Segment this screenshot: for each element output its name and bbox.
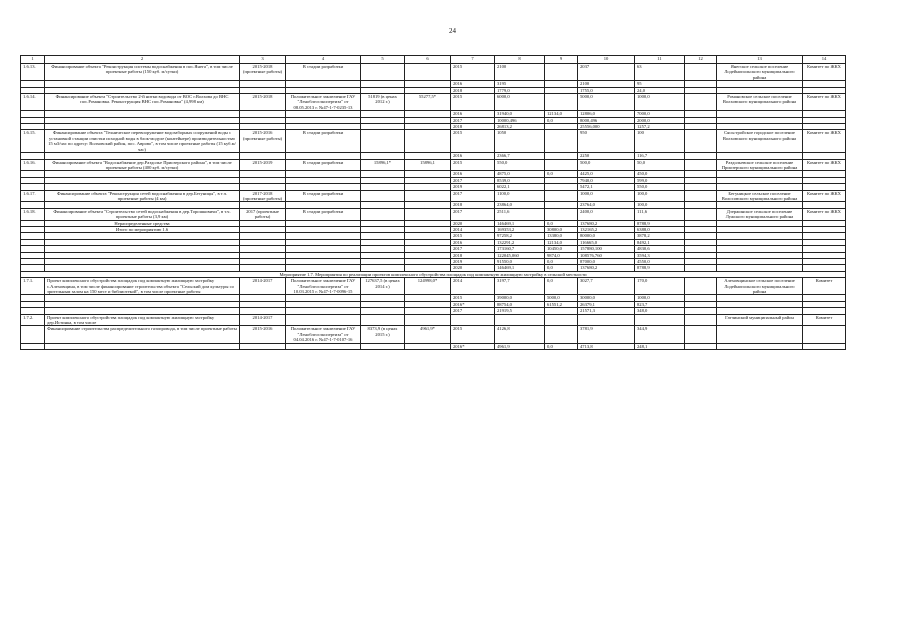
cell-col-12: [685, 208, 717, 220]
cell-col-8: 146469,1: [495, 265, 545, 271]
cell-col-7: 2014: [451, 226, 495, 232]
cell-col-9: [545, 64, 578, 81]
cell-col-6: 4961,9*: [405, 326, 451, 343]
cell-col-10: 8000,496: [578, 117, 635, 123]
cell-col-10: 3027,7: [578, 278, 635, 295]
cell-col-9: 9874,0: [545, 252, 578, 258]
cell-col-12: [685, 190, 717, 202]
header-cell-10: 10: [578, 56, 635, 64]
cell-col-8: 6022,1: [495, 184, 545, 190]
table-row: [21, 343, 846, 349]
cell-col-12: [685, 326, 717, 343]
cell-col-11: 116,7: [635, 153, 685, 159]
cell-col-1: 1.6.15.: [21, 130, 45, 153]
cell-col-6: [405, 64, 451, 81]
cell-col-10: 25556,000: [578, 124, 635, 130]
cell-col-7: 2016: [451, 81, 495, 87]
header-cell-4: 4: [286, 56, 361, 64]
cell-col-9: 0,0: [545, 343, 578, 349]
cell-col-8: 169353,2: [495, 226, 545, 232]
cell-col-14: Комитет: [803, 278, 846, 295]
cell-col-14: [803, 343, 846, 349]
cell-col-11: 823,7: [635, 301, 685, 307]
cell-col-11: 4830,6: [635, 246, 685, 252]
cell-col-11: 8788,9: [635, 220, 685, 226]
cell-col-12: [685, 159, 717, 171]
cell-col-10: 137680,2: [578, 220, 635, 226]
cell-col-14: Комитет по ЖКХ: [803, 190, 846, 202]
cell-col-8: 10000,496: [495, 117, 545, 123]
cell-col-13: Алеховщинское сельское поселение Лодейнопольского муниципального района: [717, 278, 803, 295]
table-header-row: [21, 56, 846, 64]
cell-col-8: 91550,0: [495, 259, 545, 265]
cell-col-1: 1.7.1.: [21, 278, 45, 295]
cell-col-4: Положительное заключение ГАУ "Леноблгосэкспертиза" от 08.05.2013 г. №47-1-7-0235-13: [286, 94, 361, 111]
cell-col-7: 2015: [451, 94, 495, 111]
cell-col-10: 950: [578, 130, 635, 153]
cell-col-6: 55277,5*: [405, 94, 451, 111]
cell-col-12: [685, 278, 717, 295]
cell-col-7: 2017: [451, 190, 495, 202]
cell-col-11: 1000,0: [635, 295, 685, 301]
cell-col-9: 12134,0: [545, 239, 578, 245]
cell-col-8: 2366,7: [495, 153, 545, 159]
cell-col-11: 599,0: [635, 177, 685, 183]
cell-col-13: Бегуницкое сельское поселение Волосовского муниципального района: [717, 190, 803, 202]
cell-col-12: [685, 130, 717, 153]
header-cell-11: 11: [635, 56, 685, 64]
cell-col-6: [405, 208, 451, 220]
cell-col-5: 8373,9 (в ценах 2015 г.): [361, 326, 405, 343]
cell-col-3: 2014-2017: [240, 314, 286, 326]
cell-col-8: 26813,2: [495, 124, 545, 130]
cell-col-7: 2017: [451, 246, 495, 252]
cell-col-11: 3878,2: [635, 233, 685, 239]
cell-col-10: 157880,100: [578, 246, 635, 252]
cell-col-6: [405, 343, 451, 349]
cell-col-11: 100,0: [635, 202, 685, 208]
cell-col-12: [685, 94, 717, 111]
cell-col-14: Комитет: [803, 314, 846, 326]
cell-col-12: [685, 314, 717, 326]
cell-col-3: 2017-2018 (проектные работы): [240, 190, 286, 202]
cell-col-8: 1779,0: [495, 87, 545, 93]
cell-col-9: 0,0: [545, 278, 578, 295]
cell-col-5: [361, 190, 405, 202]
cell-col-8: 122045,060: [495, 252, 545, 258]
cell-col-10: 2037: [578, 64, 635, 81]
cell-col-13: Гатчинский муниципальный район: [717, 314, 803, 326]
cell-col-2: Финансирование объекта "Строительство 2-й нитки водовода от ВОС г.Волхова до ВНС пос.Романовка. Реконструкция ВНС пос.Романовка" (4,998 км): [45, 94, 240, 111]
cell-col-8: 173160,7: [495, 246, 545, 252]
cell-col-11: 450,0: [635, 171, 685, 177]
cell-col-10: 137680,2: [578, 265, 635, 271]
cell-col-2: Проект комплексного обустройства площадок под компактную жилищную застройку с.Алеховщина, в том числе финансирование строительства объекта "Сельский дом культуры со зрительным залом на 150 мест и библиотекой", в том числе проектные работы: [45, 278, 240, 295]
cell-col-11: 1000,0: [635, 94, 685, 111]
table-row: [21, 208, 846, 220]
cell-col-9: 0,0: [545, 265, 578, 271]
cell-col-4: Положительное заключение ГАУ "Леноблгосэкспертиза" от 04.04.2016 г. №47-1-7-0107-16: [286, 326, 361, 343]
cell-col-10: 1755,0: [578, 87, 635, 93]
cell-col-4: [286, 314, 361, 326]
cell-col-11: 24,0: [635, 87, 685, 93]
cell-col-10: 30000,0: [578, 295, 635, 301]
cell-col-7: [451, 314, 495, 326]
header-cell-1: 1: [21, 56, 45, 64]
cell-col-9: [545, 159, 578, 171]
cell-col-9: [545, 208, 578, 220]
cell-col-14: Комитет по ЖКХ: [803, 64, 846, 81]
cell-col-8: 2511,6: [495, 208, 545, 220]
cell-col-3: 2015-2018 (проектные работы): [240, 64, 286, 81]
cell-col-10: 1000,0: [578, 190, 635, 202]
cell-col-2: Финансирование объекта "Техническое перевооружение водозаборных сооружений воды с установкой станции очистки исходной воды в блок-модуле (контейнере) производительностью 15 м3/час по адресу: Волховский район, пос. Аврово", в том числе проектные работы (15 куб.м/час): [45, 130, 240, 153]
cell-col-2: [45, 343, 240, 349]
cell-col-9: 61551,2: [545, 301, 578, 307]
cell-col-11: 344,9: [635, 326, 685, 343]
cell-col-7: 2014: [451, 278, 495, 295]
cell-col-7: 2019: [451, 259, 495, 265]
cell-col-7: 2020: [451, 265, 495, 271]
header-cell-7: 7: [451, 56, 495, 64]
cell-col-5: [361, 64, 405, 81]
cell-col-10: 80000,0: [578, 233, 635, 239]
cell-col-7: 2017: [451, 208, 495, 220]
cell-col-11: [635, 314, 685, 326]
cell-col-8: 1100,0: [495, 190, 545, 202]
cell-col-11: 248,1: [635, 343, 685, 349]
cell-col-7: 2015: [451, 233, 495, 239]
cell-col-7: 2018: [451, 124, 495, 130]
table-row: [21, 159, 846, 171]
cell-col-10: 87000,0: [578, 259, 635, 265]
cell-col-7: 2016: [451, 171, 495, 177]
cell-col-1: [21, 343, 45, 349]
cell-col-10: 4425,0: [578, 171, 635, 177]
cell-col-2: Финансирование объекта "Строительство сетей водоснабжения в дер.Торошковичи", в т.ч. проектные работы (3,9 км): [45, 208, 240, 220]
cell-col-9: [545, 314, 578, 326]
cell-col-10: 4713,8: [578, 343, 635, 349]
cell-col-7: 2016: [451, 239, 495, 245]
header-cell-14: 14: [803, 56, 846, 64]
cell-col-5: 15896,1*: [361, 159, 405, 171]
cell-col-2: Проект комплексного обустройства площадок под компактную жилищную застройку дер.Истинка, в том числе: [45, 314, 240, 326]
cell-col-9: [545, 94, 578, 111]
cell-col-1: [21, 326, 45, 343]
cell-col-1: 1.7.2.: [21, 314, 45, 326]
cell-col-11: 6388,0: [635, 226, 685, 232]
table-row: [21, 314, 846, 326]
cell-col-11: 4550,0: [635, 259, 685, 265]
cell-col-11: 95: [635, 81, 685, 87]
cell-col-10: 3781,9: [578, 326, 635, 343]
cell-col-7: 2019: [451, 184, 495, 190]
cell-col-8: 132291,2: [495, 239, 545, 245]
cell-col-11: 550,0: [635, 184, 685, 190]
cell-col-10: 2400,0: [578, 208, 635, 220]
cell-col-2: Финансирование строительства распределительного газопровода, в том числе проектные работы: [45, 326, 240, 343]
cell-col-10: 7940,0: [578, 177, 635, 183]
cell-col-8: 88754,0: [495, 301, 545, 307]
cell-col-7: 2017: [451, 308, 495, 314]
cell-col-6: 124998,0*: [405, 278, 451, 295]
cell-col-8: 4126,8: [495, 326, 545, 343]
cell-col-2: Нераспределенные средства: [45, 220, 240, 226]
cell-col-10: 26379,1: [578, 301, 635, 307]
cell-col-8: 97258,2: [495, 233, 545, 239]
cell-col-8: 3197,7: [495, 278, 545, 295]
cell-col-13: [717, 343, 803, 349]
cell-col-9: 10450,0: [545, 246, 578, 252]
cell-col-4: В стадии разработки: [286, 159, 361, 171]
cell-col-8: 21919,5: [495, 308, 545, 314]
cell-col-4: В стадии разработки: [286, 64, 361, 81]
cell-col-11: 111,6: [635, 208, 685, 220]
cell-col-6: [405, 190, 451, 202]
cell-col-5: [361, 343, 405, 349]
table-row: [21, 326, 846, 343]
cell-col-4: В стадии разработки: [286, 130, 361, 153]
cell-col-10: 5472,1: [578, 184, 635, 190]
cell-col-7: 2015: [451, 326, 495, 343]
cell-col-11: 8492,1: [635, 239, 685, 245]
cell-col-9: [545, 190, 578, 202]
page-number: 24: [449, 27, 456, 35]
cell-col-8: 2100: [495, 64, 545, 81]
cell-col-14: [803, 326, 846, 343]
cell-col-1: 1.6.16.: [21, 159, 45, 171]
cell-col-13: [717, 326, 803, 343]
cell-col-5: [361, 208, 405, 220]
cell-col-8: 3195: [495, 81, 545, 87]
cell-col-3: 2015-2016: [240, 326, 286, 343]
cell-col-2: Итого по мероприятию 1.6: [45, 226, 240, 232]
cell-col-11: 100: [635, 130, 685, 153]
cell-col-10: 2100: [578, 81, 635, 87]
cell-col-13: Раздольевское сельское поселение Приозерского муниципального района: [717, 159, 803, 171]
cell-col-11: 50,0: [635, 159, 685, 171]
cell-col-5: [361, 314, 405, 326]
table-row: [21, 278, 846, 295]
cell-col-5: 51819 (в ценах 2012 г.): [361, 94, 405, 111]
cell-col-7: 2015: [451, 130, 495, 153]
cell-col-14: Комитет по ЖКХ: [803, 159, 846, 171]
cell-col-9: 30800,0: [545, 226, 578, 232]
header-cell-2: 2: [45, 56, 240, 64]
cell-col-7: 2020: [451, 220, 495, 226]
cell-col-10: 23764,0: [578, 202, 635, 208]
cell-col-10: 108576,760: [578, 252, 635, 258]
cell-col-1: 1.6.17.: [21, 190, 45, 202]
cell-col-14: Комитет по ЖКХ: [803, 130, 846, 153]
cell-col-1: 1.6.14.: [21, 94, 45, 111]
cell-col-13: Сясьстройское городское поселение Волховского муниципального района: [717, 130, 803, 153]
cell-col-4: [286, 343, 361, 349]
cell-col-2: Финансирование объекта "Реконструкция системы водоснабжения в пос.Янега", в том числе проектные работы (150 куб. м/сутки): [45, 64, 240, 81]
cell-col-3: 2015-2018: [240, 94, 286, 111]
cell-col-10: 5000,0: [578, 94, 635, 111]
cell-col-8: 23864,0: [495, 202, 545, 208]
cell-col-3: 2017 (проектные работы): [240, 208, 286, 220]
cell-col-10: [578, 314, 635, 326]
header-cell-12: 12: [685, 56, 717, 64]
cell-col-8: 146469,1: [495, 220, 545, 226]
cell-col-9: 12134,0: [545, 111, 578, 117]
cell-col-10: 2250: [578, 153, 635, 159]
cell-col-11: 1257,2: [635, 124, 685, 130]
cell-col-14: Комитет по ЖКХ: [803, 208, 846, 220]
cell-col-8: 39000,0: [495, 295, 545, 301]
cell-col-7: 2015: [451, 159, 495, 171]
cell-col-13: Янегское сельское поселение Лодейнопольского муниципального района: [717, 64, 803, 81]
cell-col-4: Положительное заключение ГАУ "Леноблгосэкспертиза" от 10.03.2015 г. №47-1-7-0096-15: [286, 278, 361, 295]
header-cell-8: 8: [495, 56, 545, 64]
cell-col-10: 116665,0: [578, 239, 635, 245]
cell-col-11: 100,0: [635, 190, 685, 202]
cell-col-11: 170,0: [635, 278, 685, 295]
cell-col-11: 348,0: [635, 308, 685, 314]
cell-col-1: 1.6.13.: [21, 64, 45, 81]
cell-col-5: [361, 130, 405, 153]
cell-col-8: 1050: [495, 130, 545, 153]
cell-col-3: 2014-2017: [240, 278, 286, 295]
cell-col-2: Финансирование объекта "Водоснабжение дер.Раздолье Приозерского района", в том числе проектные работы (400 куб. м/сутки): [45, 159, 240, 171]
cell-col-13: Романовское сельское поселение Волховского муниципального района: [717, 94, 803, 111]
header-cell-9: 9: [545, 56, 578, 64]
cell-col-9: 5000,0: [545, 295, 578, 301]
cell-col-9: [545, 130, 578, 153]
cell-col-11: 63: [635, 64, 685, 81]
header-cell-6: 6: [405, 56, 451, 64]
cell-col-2: Финансирование объекта "Реконструкция сетей водоснабжения в дер.Бегуницы", в т.ч. проектные работы (4 км): [45, 190, 240, 202]
cell-col-11: 3594,3: [635, 252, 685, 258]
program-table: [20, 55, 846, 350]
cell-col-12: [685, 343, 717, 349]
cell-col-14: Комитет по ЖКХ: [803, 94, 846, 111]
cell-col-6: 15896,1: [405, 159, 451, 171]
cell-col-5: 127637,5 (в ценах 2014 г.): [361, 278, 405, 295]
cell-col-1: 1.6.18.: [21, 208, 45, 220]
cell-col-7: 2017: [451, 177, 495, 183]
cell-col-8: 31940,0: [495, 111, 545, 117]
cell-col-8: 4961,9: [495, 343, 545, 349]
cell-col-9: 0,0: [545, 117, 578, 123]
cell-col-11: 7000,0: [635, 111, 685, 117]
cell-col-6: [405, 314, 451, 326]
cell-col-3: 2015-2016 (проектные работы): [240, 130, 286, 153]
cell-col-7: 2016: [451, 111, 495, 117]
table-row: [21, 64, 846, 81]
cell-col-13: Дзержинское сельское поселение Лужского муниципального района: [717, 208, 803, 220]
cell-col-8: 6000,0: [495, 94, 545, 111]
cell-col-7: 2016*: [451, 343, 495, 349]
table-row: [21, 190, 846, 202]
cell-col-9: 13380,0: [545, 233, 578, 239]
cell-col-9: 0,0: [545, 220, 578, 226]
cell-col-3: 2015-2019: [240, 159, 286, 171]
table-row: [21, 94, 846, 111]
cell-col-4: В стадии разработки: [286, 190, 361, 202]
header-cell-3: 3: [240, 56, 286, 64]
cell-col-6: [405, 130, 451, 153]
cell-col-10: 132165,2: [578, 226, 635, 232]
cell-col-7: 2018: [451, 87, 495, 93]
section-heading: Мероприятие 1.7. Мероприятия по реализации проектов комплексного обустройства площадок под компактную жилищную застройку в сельской местности: [21, 271, 846, 277]
cell-col-9: 0,0: [545, 171, 578, 177]
cell-col-11: 2000,0: [635, 117, 685, 123]
cell-col-10: 500,0: [578, 159, 635, 171]
cell-col-7: 2015: [451, 295, 495, 301]
cell-col-8: [495, 314, 545, 326]
cell-col-7: 2016: [451, 153, 495, 159]
cell-col-7: 2016*: [451, 301, 495, 307]
header-cell-5: 5: [361, 56, 405, 64]
cell-col-7: 2018: [451, 202, 495, 208]
cell-col-3: [240, 343, 286, 349]
cell-col-10: 21571,3: [578, 308, 635, 314]
cell-col-11: 8788,9: [635, 265, 685, 271]
cell-col-10: 12806,0: [578, 111, 635, 117]
cell-col-8: 8539,0: [495, 177, 545, 183]
cell-col-9: 0,0: [545, 259, 578, 265]
cell-col-7: 2015: [451, 64, 495, 81]
cell-col-4: В стадии разработки: [286, 208, 361, 220]
cell-col-12: [685, 64, 717, 81]
cell-col-9: [545, 326, 578, 343]
table-row: [21, 130, 846, 153]
cell-col-7: 2018: [451, 252, 495, 258]
cell-col-7: 2017: [451, 117, 495, 123]
cell-col-8: 4875,0: [495, 171, 545, 177]
cell-col-8: 550,0: [495, 159, 545, 171]
header-cell-13: 13: [717, 56, 803, 64]
